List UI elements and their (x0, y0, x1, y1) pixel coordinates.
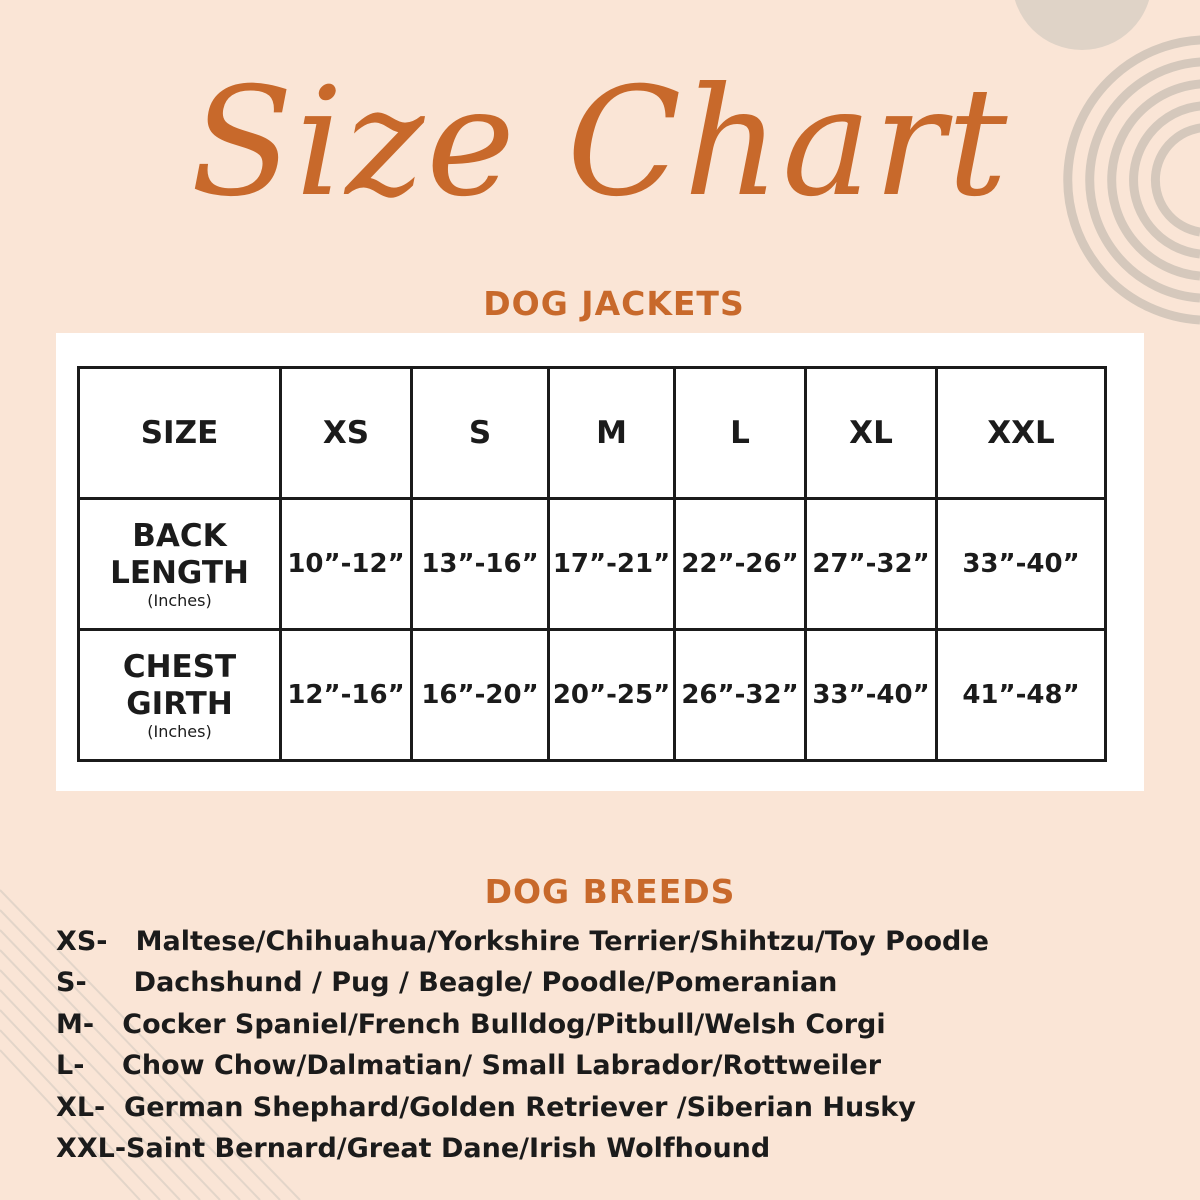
breed-size-label: S- (56, 967, 87, 999)
table-row-back-length (79, 499, 1106, 630)
list-item (56, 921, 1176, 962)
table-cell: 22”-26” (675, 499, 806, 630)
breed-names: Dachshund / Pug / Beagle/ Poodle/Pomeranian (133, 967, 838, 999)
breed-size-label: L- (56, 1050, 85, 1082)
page-title: Size Chart (190, 56, 1010, 230)
header-cell-xs: XS (281, 368, 412, 499)
table-cell: 26”-32” (675, 630, 806, 761)
header-cell-m: M (549, 368, 675, 499)
list-item (56, 1128, 1176, 1169)
table-cell: 13”-16” (412, 499, 549, 630)
breed-names: Saint Bernard/Great Dane/Irish Wolfhound (126, 1133, 771, 1165)
header-cell-xl: XL (806, 368, 937, 499)
row-label-line: CHEST (122, 649, 237, 685)
table-row-chest-girth (79, 630, 1106, 761)
dog-breeds-heading: DOG BREEDS (484, 872, 736, 911)
table-cell: 33”-40” (937, 499, 1106, 630)
breed-names: Maltese/Chihuahua/Yorkshire Terrier/Shihtzu/Toy Poodle (135, 926, 989, 957)
breed-names: Cocker Spaniel/French Bulldog/Pitbull/Welsh Corgi (122, 1008, 886, 1040)
dog-jackets-heading: DOG JACKETS (483, 284, 745, 323)
row-unit-label: (Inches) (147, 722, 212, 741)
table-cell: 41”-48” (937, 630, 1106, 761)
table-cell: 10”-12” (281, 499, 412, 630)
header-cell-size: SIZE (79, 368, 281, 499)
breed-names: German Shephard/Golden Retriever /Siberian Husky (124, 1091, 916, 1123)
row-label-line: GIRTH (126, 686, 233, 722)
table-cell: 33”-40” (806, 630, 937, 761)
breed-names: Chow Chow/Dalmatian/ Small Labrador/Rottweiler (122, 1050, 882, 1082)
row-unit-label: (Inches) (147, 591, 212, 610)
table-cell: 20”-25” (549, 630, 675, 761)
list-item (56, 962, 1176, 1003)
breeds-list (56, 921, 1176, 1169)
row-label-line: LENGTH (110, 555, 249, 591)
table-cell: 12”-16” (281, 630, 412, 761)
table-cell: 17”-21” (549, 499, 675, 630)
list-item (56, 1045, 1176, 1086)
breed-size-label: XL- (56, 1091, 106, 1123)
size-table (77, 366, 1107, 762)
row-label-line: BACK (132, 518, 227, 554)
breed-size-label: M- (56, 1008, 95, 1040)
row-label-back-length (79, 499, 281, 630)
table-cell: 27”-32” (806, 499, 937, 630)
header-cell-s: S (412, 368, 549, 499)
breed-size-label: XXL- (56, 1133, 127, 1165)
list-item (56, 1087, 1176, 1128)
header-cell-xxl: XXL (937, 368, 1106, 499)
list-item (56, 1004, 1176, 1045)
decorative-circle (1012, 0, 1152, 50)
table-header-row (79, 368, 1106, 499)
row-label-chest-girth (79, 630, 281, 761)
header-cell-l: L (675, 368, 806, 499)
table-cell: 16”-20” (412, 630, 549, 761)
breed-size-label: XS- (56, 926, 108, 957)
